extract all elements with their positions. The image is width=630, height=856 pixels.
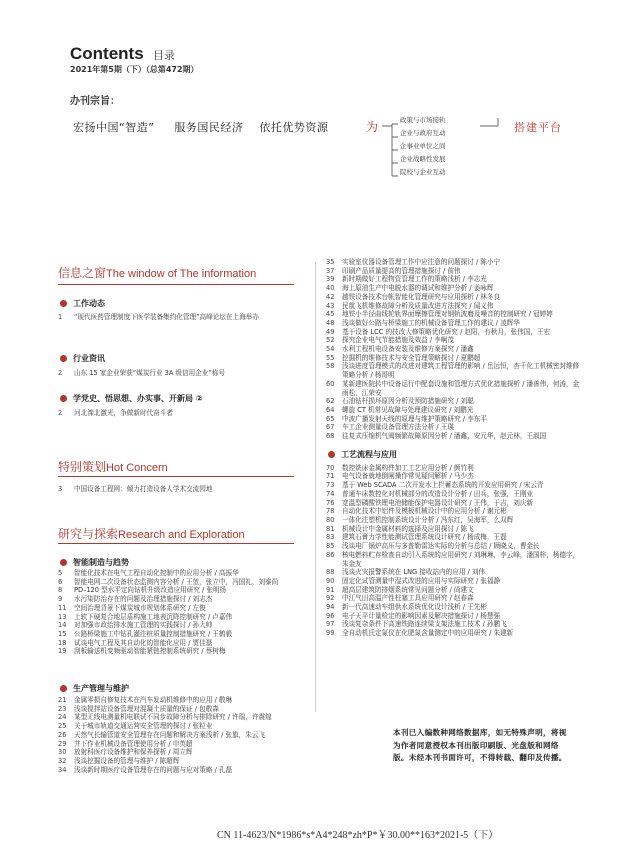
section-research-title: 研究与探索Research and Exploration bbox=[58, 527, 245, 541]
aims-statement bbox=[73, 119, 334, 135]
toc-entry[interactable]: 43 民航飞机维修故障分析及质量改进方法探究 / 闻义伟 bbox=[326, 301, 494, 310]
toc-entry[interactable]: 62 石油钻杆损坏原因分析及预防措施研究 / 刘聪 bbox=[326, 397, 474, 406]
divider bbox=[58, 284, 294, 285]
toc-entry[interactable]: 32 浅谈挖掘设备的管理与维护 / 陈超辉 bbox=[58, 756, 180, 765]
toc-entry[interactable]: 64 螺旋 CT 机常见故障与处理建议研究 / 刘鹏光 bbox=[326, 405, 474, 414]
toc-entry[interactable]: 30 放射科医疗设备维护和保养探析 / 周立辉 bbox=[58, 748, 193, 757]
copyright-notice: 本刊已入编数种网络数据库，如无特殊声明，将视为作者同意授权本刊出版印刷版、光盘版和网络版。未经本刊书面许可，不得转载、翻印及传播。 bbox=[393, 728, 567, 762]
column-divider bbox=[315, 262, 316, 712]
divider bbox=[58, 476, 294, 477]
toc-entry[interactable]: 88 浅谈火灾报警系统在 LNG 接收站内的应用 / 刘伟 bbox=[326, 568, 486, 577]
toc-entry[interactable]: 26 天然气长输管道安全管理存在问题和解决方案浅析 / 张旗，朱云飞 bbox=[58, 730, 266, 739]
toc-entry[interactable]: 60 某新建医院转中设备运行中配套设施和管理方式优化措施探析 / 潘善伟，何涛，金雨松，江荣安 bbox=[326, 379, 580, 397]
divider bbox=[58, 543, 294, 544]
aims-wei: 为 bbox=[366, 120, 379, 134]
toc-entry[interactable]: 39 新时期做好工程物资管理工作的策略浅析 / 李志光 bbox=[326, 275, 487, 284]
aims-branch: 企业与政府互动 bbox=[400, 129, 446, 137]
toc-entry[interactable]: 14 对加强市政给排水施工管理的实践探讨 / 孙大帅 bbox=[58, 621, 213, 630]
subsection-prod: 生产管理与维护 bbox=[60, 683, 129, 694]
aims-target: 搭建平台 bbox=[514, 121, 562, 134]
cn-code: CN 11-4623/N*1986*s*A4*248*zh*P*￥30.00**163*2021-5（下） bbox=[217, 830, 499, 841]
toc-entry[interactable]: 25 关于城市轨道交通运营安全管理的探讨 / 张粒业 bbox=[58, 722, 213, 731]
toc-entry[interactable]: 78 自动化技术中铝件及模板机械设计中的应用分析 / 谢元彬 bbox=[326, 507, 507, 516]
subsection-industry: 行业资讯 bbox=[60, 353, 105, 364]
toc-entry[interactable]: 45 地铁小半径曲线轮轨界面摩擦管理对钢轨波磨及噪音的控制研究 / 冠婷婷 bbox=[326, 310, 553, 319]
toc-entry[interactable]: 65 中波广播发射天线的原理与维护策略研究 / 李东平 bbox=[326, 414, 487, 423]
toc-entry[interactable]: 42 越铁设备技术台帐智能化管理研究与应用探析 / 林冬良 bbox=[326, 292, 501, 301]
toc-entry[interactable]: 97 浅谈复杂条件下高速铁路连续梁支架法施工技术 / 孙鹏飞 bbox=[326, 620, 507, 629]
subsection-smart: 智能制造与趋势 bbox=[60, 557, 129, 568]
toc-entry[interactable]: 18 试谈电气工程及其自动化的智能化应用 / 贾佳磊 bbox=[58, 638, 213, 647]
aims-label: 办刊宗旨： bbox=[70, 96, 120, 107]
toc-entry[interactable]: 3 中国设备工程网：倾力打造设备人学术交流园地 bbox=[58, 485, 213, 493]
aims-branch: 政策与市场接轨 bbox=[400, 116, 446, 124]
toc-entry[interactable]: 9 水污染防治存在的问题及治理措施探讨 / 刘志杰 bbox=[58, 595, 213, 604]
toc-entry[interactable]: 55 挖掘机的维修技术与安全管理策略探讨 / 夏鹏超 bbox=[326, 353, 481, 362]
toc-entry[interactable]: 5 智能化技术在电气工程自动化控制中的应用分析 / 高振华 bbox=[58, 569, 239, 577]
toc-entry[interactable]: 54 水利工程机电设备安装及维修方案探究 / 潘鑫 bbox=[326, 345, 474, 354]
toc-entry[interactable]: 37 印刷产品质量提高的管理措施探讨 / 前伟 bbox=[326, 266, 461, 275]
toc-entry[interactable]: 80 一体化注塑机控制系统设计分析 / 冯东红，吴海军，么双辉 bbox=[326, 515, 514, 524]
aims-branch: 院校与企业互动 bbox=[400, 168, 446, 176]
toc-entry[interactable]: 81 机械设计中金属材料的选择及应用探讨 / 陈飞 bbox=[326, 524, 474, 533]
toc-list-prod bbox=[58, 696, 298, 774]
toc-entry[interactable]: 67 车工企业测量设备管理方法分析 / 王瑛 bbox=[326, 423, 454, 432]
toc-entry[interactable]: 83 建筑石膏力学性能测试管理系统设计研究 / 杨成梅，王磊 bbox=[326, 533, 507, 542]
toc-entry[interactable]: 99 全自动机氏定氮仪在化肥氮含量测定中的应用研究 / 朱建新 bbox=[326, 629, 514, 638]
toc-entry[interactable]: 21 金属零损自修复技术在汽车发动机维修中的应用 / 敬琳 bbox=[58, 696, 233, 704]
toc-entry[interactable]: 49 基于设备 LCC 的技改大修策略优化研究 / 赵阳，有秋月，张伟国，王宏 bbox=[326, 327, 551, 336]
toc-entry[interactable]: 15 公路桥梁施工中钻孔灌注桩质量控制措施研究 / 王鹤毅 bbox=[58, 629, 233, 638]
toc-entry[interactable]: 71 电气设备就地倒闸操作常见疑问解析 / 马少杰 bbox=[326, 472, 474, 481]
aims-branch: 企业战略性发展 bbox=[400, 155, 446, 163]
toc-entry[interactable]: 74 普通车床数控化对机械部分的改造设计分析 / 田兵，张强，王刚业 bbox=[326, 489, 534, 498]
toc-entry[interactable]: 23 浅谈搅拌站设备管理对混凝土质量的保证 / 包敬森 bbox=[58, 704, 219, 713]
toc-entry[interactable]: 13 上软下硬复合地层盾构施工地表沉降控制研究 / 卢嘉伟 bbox=[58, 612, 233, 621]
subsection-study: 学党史、悟思想、办实事、开新局 ② bbox=[60, 393, 203, 404]
toc-entry[interactable]: 96 电子天平计量检定的影响因素及解决措施探讨 / 杨慧强 bbox=[326, 611, 501, 620]
toc-entry[interactable]: 11 空间治理背景下煤炭城市规划体系研究 / 左俊 bbox=[58, 603, 206, 612]
issue-info: 2021年第5期（下）（总第472期） bbox=[70, 65, 199, 74]
toc-entry[interactable]: 68 往复式压缩机气阀频繁故障原因分析 / 潘鑫，安元华，赵元林，王淑国 bbox=[326, 432, 547, 441]
toc-entry[interactable]: 86 核电燃料贮存检查自动引入系统的应用研究 / 刘琳琳，李云峰，潘国梓，杨德字，朱金友 bbox=[326, 550, 580, 568]
toc-entry[interactable]: 2 河北滦北激光，争做新时代奋斗者 bbox=[58, 409, 173, 417]
toc-entry[interactable]: 6 智能电网二次设备状态监测内容分析 / 王堃，张立中，冯国礼，刘泰尚 bbox=[58, 577, 279, 586]
aims-item: 依托优势资源 bbox=[259, 121, 329, 134]
aims-item: 宏扬中国“智造” bbox=[73, 121, 155, 134]
toc-entry[interactable]: 48 浅谈做好公路与桥梁施工的机械设备管理工作的建议 / 凌辉华 bbox=[326, 318, 520, 327]
toc-entry[interactable]: 52 探究企业电气节能措施及效益 / 李啊茂 bbox=[326, 336, 454, 345]
section-info-title: 信息之窗The window of The information bbox=[58, 266, 257, 280]
toc-entry[interactable]: 92 中江气田高温产性柱塞工具应用研究 / 赵春森 bbox=[326, 594, 474, 603]
toc-entry[interactable]: 58 浅谈进度管理模式的改进对建筑工程管理的影响 / 岳远恒，杏千化工机械密封维修策略分析 / 杨哥明 bbox=[326, 362, 580, 380]
toc-list-smart bbox=[58, 569, 298, 656]
toc-entry[interactable]: 70 数控铣床金属构件加工工艺应用分析 / 颜竹利 bbox=[326, 463, 474, 472]
toc-entry[interactable]: 94 新一代高速动车组供水系统优化设计浅析 / 王先彬 bbox=[326, 603, 487, 612]
toc-entry[interactable]: 34 浅谈新时期医疗设备管理存在的问题与应对策略 / 孔磊 bbox=[58, 765, 233, 774]
toc-entry[interactable]: 19 刮板输送机变频驱动智能紧链控制系统研究 / 蔡树梅 bbox=[58, 647, 226, 656]
section-special-title: 特别策划Hot Concern bbox=[58, 460, 168, 474]
toc-entry[interactable]: 90 固定化试管测量中湿式改进的应用与实际研究 / 张福静 bbox=[326, 576, 501, 585]
toc-entry[interactable]: 2 山东 15 家企业荣获“煤炭行业 3A 级信用企业”称号 bbox=[58, 369, 225, 377]
toc-entry[interactable]: 73 基于 Web SCADA 二次开发水上拦蓄态系统的开发应用研究 / 宋云青 bbox=[326, 481, 544, 490]
toc-list-right bbox=[326, 258, 580, 638]
toc-entry[interactable]: 1 “现代医药管理制度下医学装备集约化管理”高峰论坛在上海举办 bbox=[58, 313, 259, 321]
toc-entry[interactable]: 85 浅谈电厂锅炉高压与多普勒雷达实际的分析与总结 / 顾晓义，曹金长 bbox=[326, 542, 540, 551]
toc-entry[interactable]: 40 海上原油生产中电脱水器的调试和维护分析 / 姜咏辉 bbox=[326, 284, 494, 293]
contents-title: Contents bbox=[70, 44, 144, 63]
subsection-work: 工作动态 bbox=[60, 298, 105, 309]
aims-item: 服务国民经济 bbox=[174, 121, 244, 134]
toc-entry[interactable]: 91 超高层建筑防排烟系统常见问题分析 / 尚建文 bbox=[326, 585, 474, 594]
toc-entry[interactable]: 76 宽温型磷酸铁锂电池储能保护电器设计研究 / 王伟，于吉，刘庆新 bbox=[326, 498, 534, 507]
toc-entry[interactable]: 24 某型无线电测量机电联试不同步故障分析与排除研究 / 许瑞，许震煌 bbox=[58, 713, 272, 722]
toc-entry[interactable]: 29 井下作业机械设备管理使用分析 / 申英超 bbox=[58, 739, 193, 748]
toc-entry[interactable]: 35 实验室仪器设备管理工作中应注意的问题探讨 / 陈小宁 bbox=[326, 258, 501, 266]
toc-entry[interactable]: 8 PD–120 型水平定向钻机升级改造应用研究 / 张明扬 bbox=[58, 586, 227, 595]
contents-title-cn: 目录 bbox=[153, 49, 175, 62]
subsection-tech: 工艺流程与应用 bbox=[328, 449, 582, 460]
aims-branch: 企事业单位之间 bbox=[400, 142, 446, 150]
